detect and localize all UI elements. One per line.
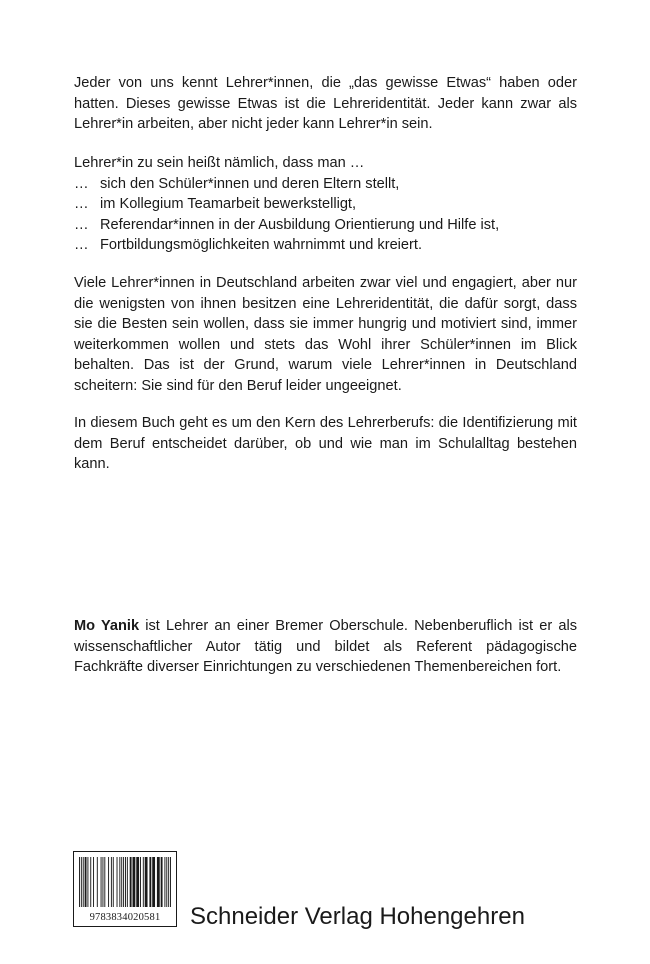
- barcode-bar: [170, 857, 171, 907]
- barcode-bar: [125, 857, 126, 907]
- argument-text: Viele Lehrer*innen in Deutschland arbeiten zwar viel und engagiert, aber nur die wenigsten von ihnen besitzen eine Lehreridentität, die dafür sorgt, dass sie die Besten sein wollen, dass sie immer hungrig und motiviert sind, immer weiterkommen wollen und stets das Wohl ihrer Schüler*innen im Blick behalten. Das ist der Grund, warum viele Lehrer*innen in Deutschland scheitern: Sie sind für den Beruf leider ungeeignet.: [74, 275, 577, 394]
- barcode-bar: [85, 857, 87, 907]
- identity-lead: Lehrer*in zu sein heißt nämlich, dass man …: [74, 155, 365, 171]
- identity-list-section: [74, 153, 577, 256]
- publisher-name: Schneider Verlag Hohengehren: [190, 903, 525, 930]
- barcode-bar: [104, 857, 105, 907]
- barcode-bar: [157, 857, 160, 907]
- list-bullet: …: [74, 237, 90, 254]
- barcode-bar: [143, 857, 144, 907]
- argument-paragraph: [74, 273, 577, 397]
- barcode-bar: [101, 857, 102, 907]
- barcode-bar: [145, 857, 148, 907]
- list-bullet: …: [74, 175, 90, 192]
- barcode-bar: [164, 857, 165, 907]
- intro-text: Jeder von uns kennt Lehrer*innen, die „das gewisse Etwas“ haben oder hatten. Dieses gewisse Etwas ist die Lehreridentität. Jeder kann zwar als Lehrer*in arbeiten, aber nicht jeder kann Lehrer*in sein.: [74, 75, 577, 133]
- list-item-text: im Kollegium Teamarbeit bewerkstelligt,: [100, 196, 357, 213]
- barcode-bar: [119, 857, 120, 907]
- barcode-bar: [79, 857, 80, 907]
- list-item: [74, 174, 577, 195]
- barcode-bar: [102, 857, 103, 907]
- barcode-bar: [123, 857, 124, 907]
- list-bullet: …: [74, 216, 90, 233]
- barcode-bars: [79, 857, 171, 907]
- barcode-bar: [136, 857, 139, 907]
- list-item-text: Fortbildungsmöglichkeiten wahrnimmt und kreiert.: [100, 237, 423, 254]
- author-bio: [74, 616, 577, 678]
- barcode-bar: [133, 857, 136, 907]
- barcode-bar: [121, 857, 122, 907]
- barcode-bar: [108, 857, 109, 907]
- barcode-bar: [113, 857, 114, 907]
- list-item-text: sich den Schüler*innen und deren Eltern stellt,: [100, 175, 400, 192]
- list-item: [74, 194, 577, 215]
- book-core-text: In diesem Buch geht es um den Kern des Lehrerberufs: die Identifizierung mit dem Beruf entscheidet darüber, ob und wie man im Schulalltag bestehen kann.: [74, 415, 577, 473]
- barcode-bar: [166, 857, 167, 907]
- barcode-bar: [83, 857, 84, 907]
- author-name: Mo Yanik: [74, 618, 140, 634]
- list-item-text: Referendar*innen in der Ausbildung Orientierung und Hilfe ist,: [100, 216, 500, 233]
- barcode-bar: [111, 857, 112, 907]
- isbn-number: 9783834020581: [89, 912, 161, 923]
- barcode-bar: [81, 857, 82, 907]
- barcode-bar: [97, 857, 98, 907]
- barcode-bar: [87, 857, 88, 907]
- author-bio-paragraph: [74, 616, 577, 678]
- list-item: [74, 215, 577, 236]
- barcode-bar: [127, 857, 128, 907]
- barcode-bar: [130, 857, 132, 907]
- barcode-bar: [117, 857, 118, 907]
- barcode-bar: [161, 857, 163, 907]
- list-item: [74, 235, 577, 256]
- barcode-bar: [152, 857, 155, 907]
- intro-paragraph: [74, 73, 577, 135]
- book-core-paragraph: [74, 413, 577, 475]
- isbn-barcode: [73, 851, 177, 927]
- barcode-bar: [149, 857, 151, 907]
- barcode-bar: [168, 857, 169, 907]
- barcode-bar: [90, 857, 91, 907]
- author-bio-text: ist Lehrer an einer Bremer Oberschule. Nebenberuflich ist er als wissenschaftlicher Autor tätig und bildet als Referent pädagogische Fachkräfte diverser Einrichtungen zu verschiedenen Themenbereichen fort.: [74, 618, 577, 676]
- barcode-bar: [140, 857, 141, 907]
- barcode-bar: [93, 857, 94, 907]
- list-bullet: …: [74, 196, 90, 213]
